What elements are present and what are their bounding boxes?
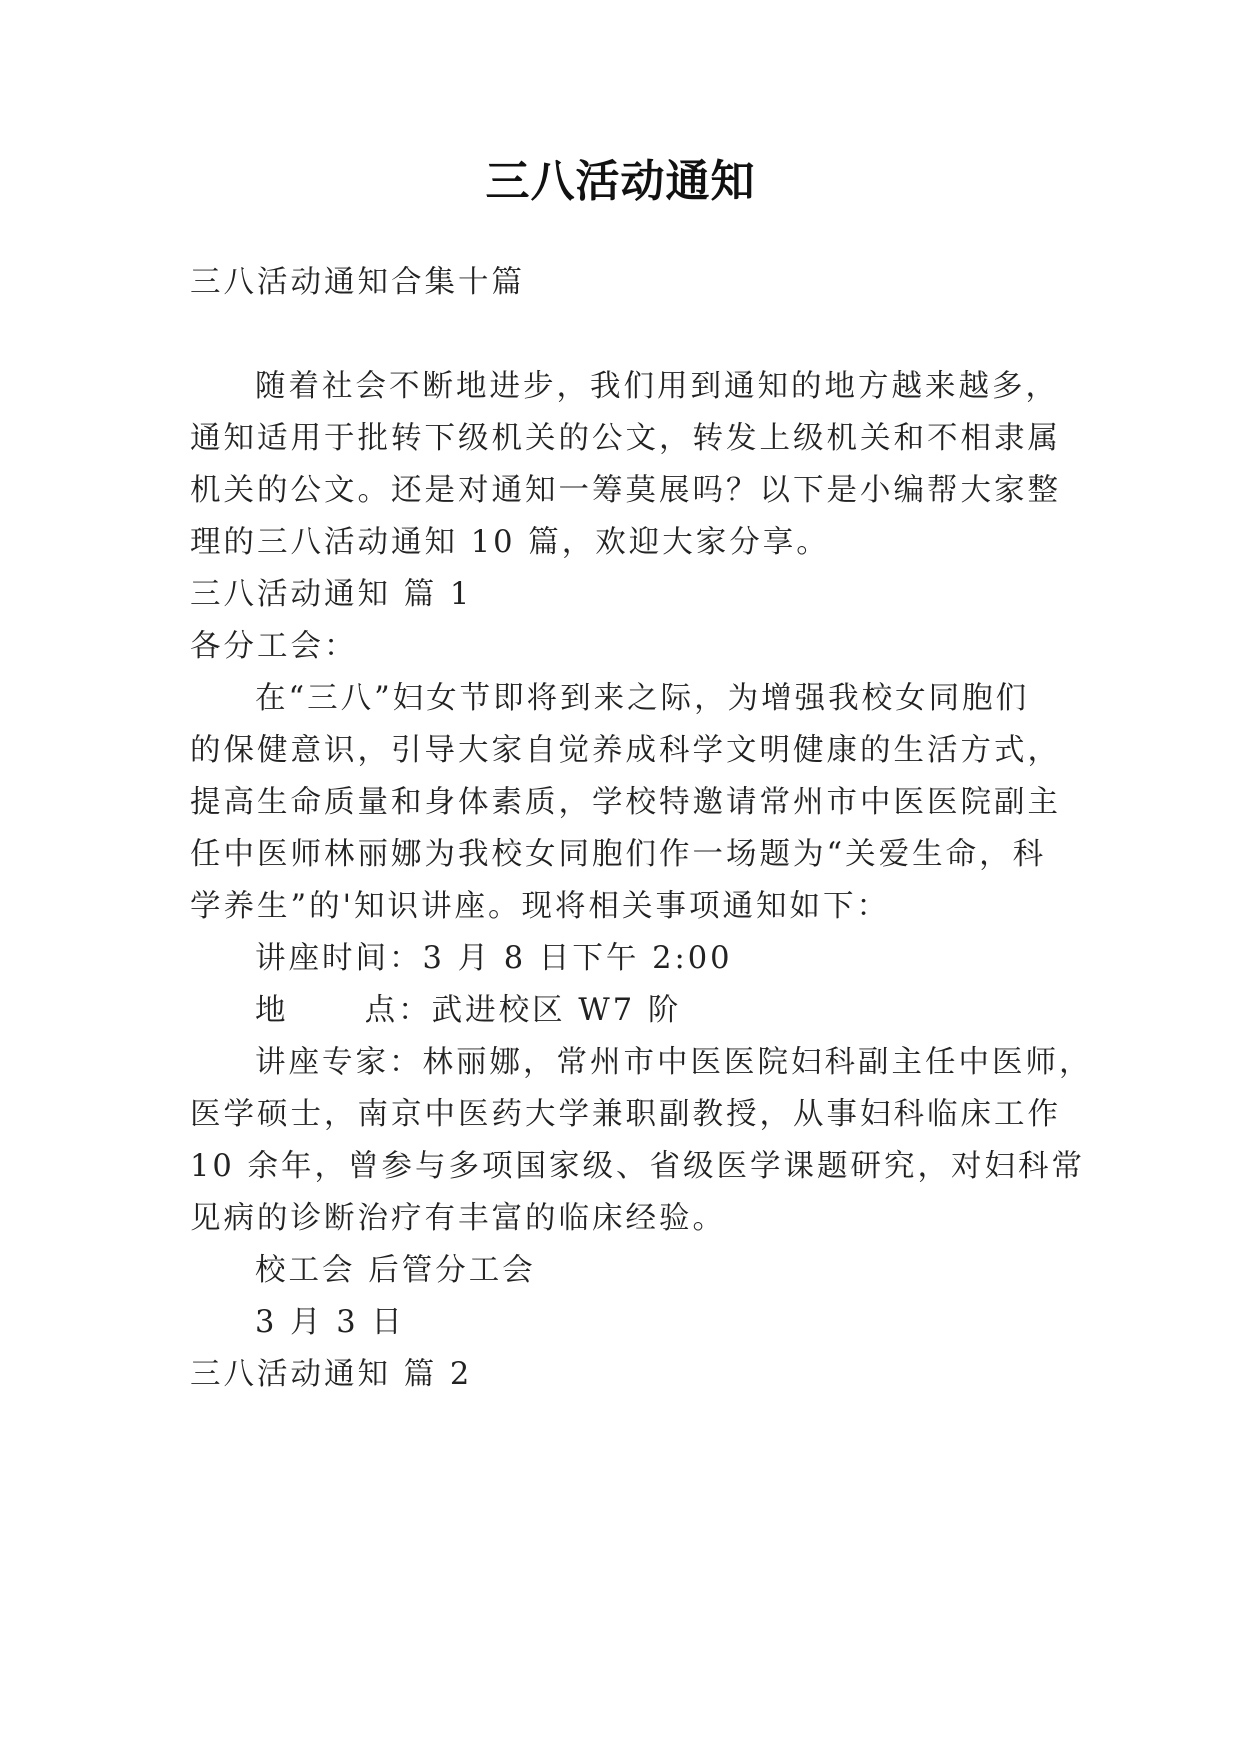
page-title: 三八活动通知 — [485, 156, 756, 207]
expert-paragraph-line: 见病的诊断治疗有丰富的临床经验。 — [190, 1201, 726, 1236]
intro-paragraph-line: 随着社会不断地进步，我们用到通知的地方越来越多， — [255, 369, 1059, 404]
section-heading: 三八活动通知 篇 1 — [190, 577, 473, 612]
lecture-place: 地 点：武进校区 W7 阶 — [255, 993, 682, 1028]
intro-paragraph-line: 机关的公文。还是对通知一筹莫展吗？以下是小编帮大家整 — [190, 473, 1061, 508]
section-heading: 三八活动通知 篇 2 — [190, 1357, 473, 1392]
intro-paragraph-line: 通知适用于批转下级机关的公文，转发上级机关和不相隶属 — [190, 421, 1061, 456]
expert-paragraph-line: 医学硕士，南京中医药大学兼职副教授，从事妇科临床工作 — [190, 1097, 1061, 1132]
salutation: 各分工会： — [190, 629, 358, 664]
body-paragraph-line: 的保健意识，引导大家自觉养成科学文明健康的生活方式， — [190, 733, 1061, 768]
body-paragraph-line: 提高生命质量和身体素质，学校特邀请常州市中医医院副主 — [190, 785, 1061, 820]
body-paragraph-line: 学养生”的'知识讲座。现将相关事项通知如下： — [190, 889, 890, 924]
document-subtitle: 三八活动通知合集十篇 — [190, 265, 525, 300]
notice-date: 3 月 3 日 — [255, 1305, 405, 1340]
body-paragraph-line: 任中医师林丽娜为我校女同胞们作一场题为“关爱生命，科 — [190, 837, 1047, 872]
expert-paragraph-line: 讲座专家：林丽娜，常州市中医医院妇科副主任中医师， — [255, 1045, 1093, 1080]
expert-paragraph-line: 10 余年，曾参与多项国家级、省级医学课题研究，对妇科常 — [190, 1149, 1086, 1184]
body-paragraph-line: 在“三八”妇女节即将到来之际，为增强我校女同胞们 — [255, 681, 1030, 716]
signature: 校工会 后管分工会 — [255, 1253, 536, 1288]
lecture-time: 讲座时间：3 月 8 日下午 2:00 — [255, 941, 733, 976]
intro-paragraph-line: 理的三八活动通知 10 篇，欢迎大家分享。 — [190, 525, 830, 560]
